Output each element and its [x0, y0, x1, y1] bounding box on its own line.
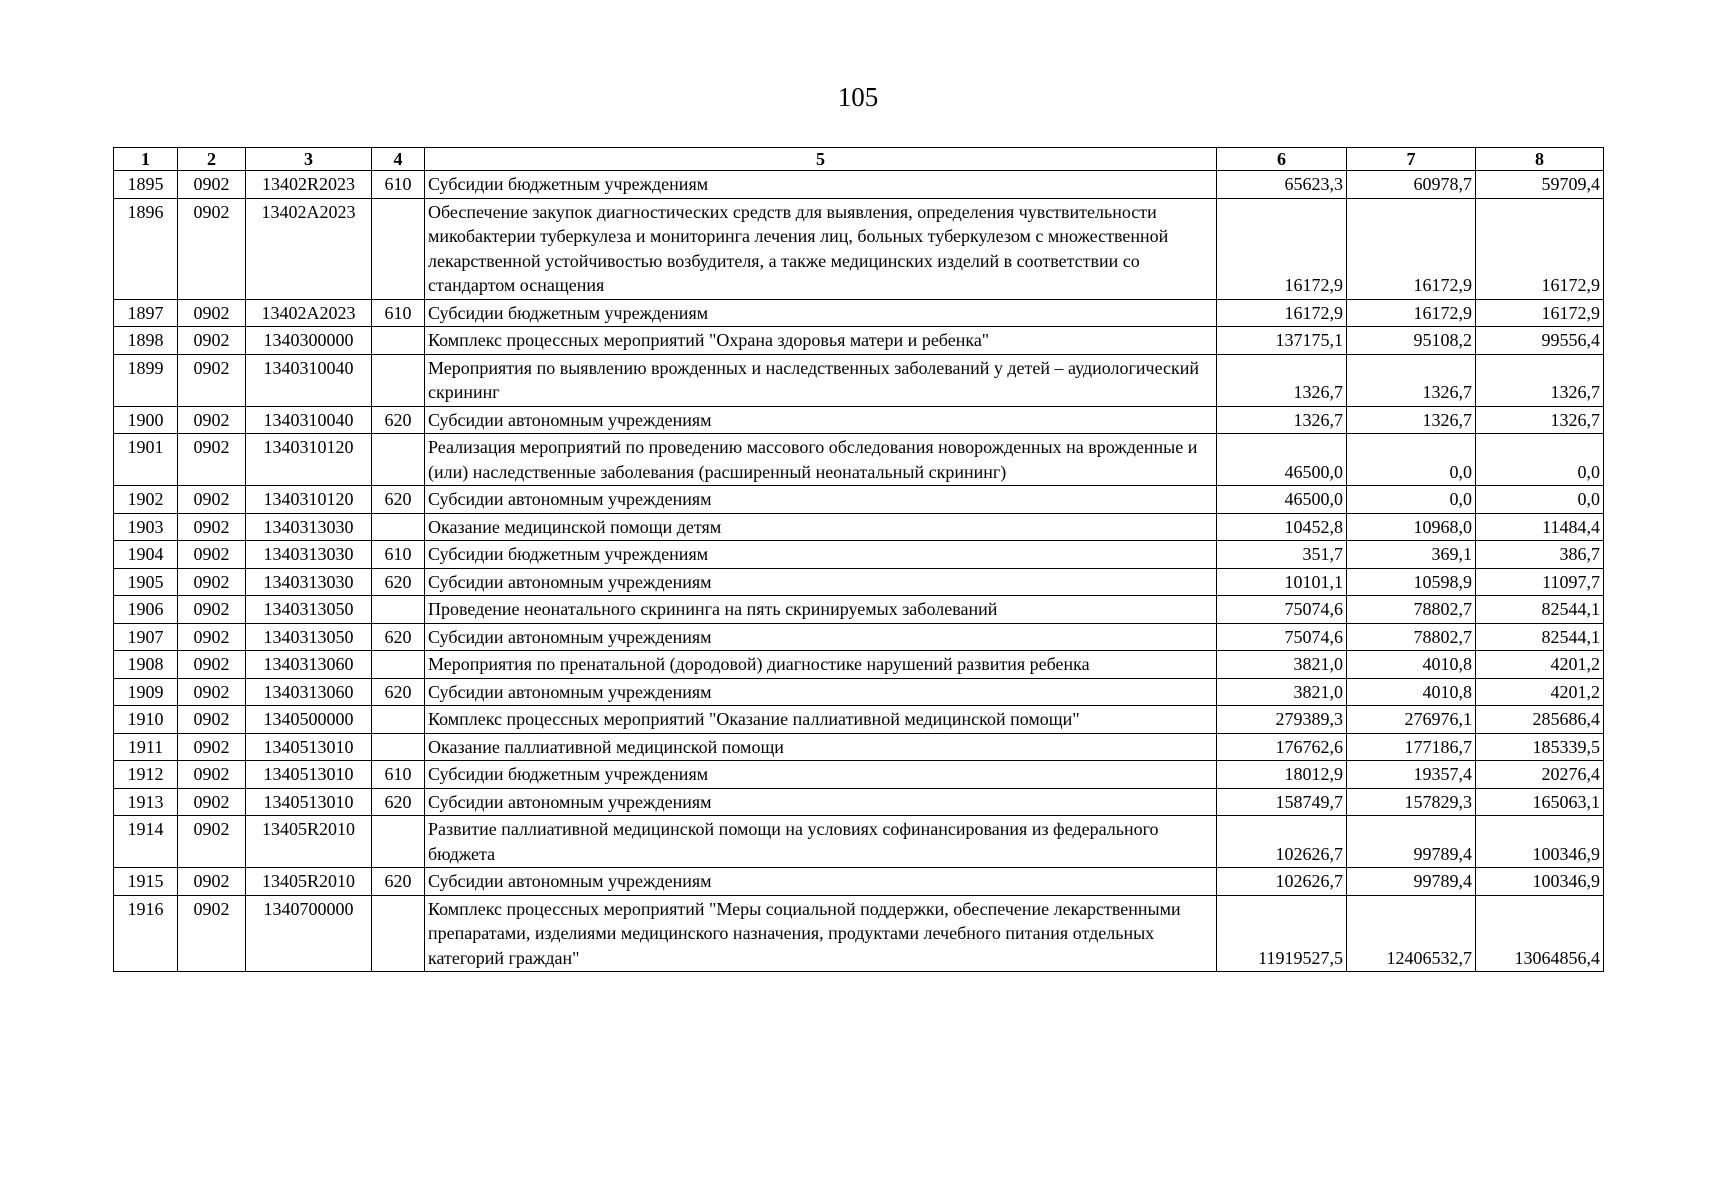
amount-cell: 95108,2 — [1347, 327, 1476, 355]
column-header: 6 — [1217, 148, 1347, 171]
amount-cell: 1326,7 — [1476, 406, 1604, 434]
expense-type-cell: 620 — [372, 486, 425, 514]
amount-cell: 1326,7 — [1347, 406, 1476, 434]
target-article-cell: 1340310040 — [246, 406, 372, 434]
amount-cell: 46500,0 — [1217, 486, 1347, 514]
table-row — [114, 623, 1604, 651]
description-cell: Субсидии автономным учреждениям — [425, 788, 1217, 816]
amount-cell: 4010,8 — [1347, 651, 1476, 679]
page-number: 105 — [837, 82, 879, 112]
amount-cell: 75074,6 — [1217, 596, 1347, 624]
expense-type-cell — [372, 327, 425, 355]
amount-cell: 176762,6 — [1217, 733, 1347, 761]
target-article-cell: 1340700000 — [246, 895, 372, 972]
amount-cell: 99789,4 — [1347, 816, 1476, 868]
description-cell: Оказание паллиативной медицинской помощи — [425, 733, 1217, 761]
row-number-cell: 1912 — [114, 761, 178, 789]
table-row — [114, 327, 1604, 355]
target-article-cell: 1340310120 — [246, 486, 372, 514]
section-code-cell: 0902 — [178, 513, 246, 541]
table-row — [114, 513, 1604, 541]
amount-cell: 16172,9 — [1476, 299, 1604, 327]
expense-type-cell: 620 — [372, 868, 425, 896]
table-row — [114, 733, 1604, 761]
amount-cell: 82544,1 — [1476, 596, 1604, 624]
expense-type-cell: 620 — [372, 623, 425, 651]
amount-cell: 16172,9 — [1347, 299, 1476, 327]
row-number-cell: 1902 — [114, 486, 178, 514]
description-cell: Мероприятия по пренатальной (дородовой) диагностике нарушений развития ребенка — [425, 651, 1217, 679]
row-number-cell: 1898 — [114, 327, 178, 355]
column-header: 2 — [178, 148, 246, 171]
description-cell: Комплекс процессных мероприятий "Оказание паллиативной медицинской помощи" — [425, 706, 1217, 734]
target-article-cell: 1340513010 — [246, 733, 372, 761]
description-cell: Мероприятия по выявлению врожденных и наследственных заболеваний у детей – аудиологический скрининг — [425, 354, 1217, 406]
target-article-cell: 1340313030 — [246, 541, 372, 569]
row-number-cell: 1899 — [114, 354, 178, 406]
row-number-cell: 1916 — [114, 895, 178, 972]
target-article-cell: 1340300000 — [246, 327, 372, 355]
table-row — [114, 895, 1604, 972]
column-header: 1 — [114, 148, 178, 171]
table-body — [114, 171, 1604, 972]
table-row — [114, 434, 1604, 486]
target-article-cell: 1340513010 — [246, 788, 372, 816]
section-code-cell: 0902 — [178, 596, 246, 624]
amount-cell: 60978,7 — [1347, 171, 1476, 199]
amount-cell: 82544,1 — [1476, 623, 1604, 651]
amount-cell: 18012,9 — [1217, 761, 1347, 789]
amount-cell: 99789,4 — [1347, 868, 1476, 896]
description-cell: Развитие паллиативной медицинской помощи на условиях софинансирования из федерального бюджета — [425, 816, 1217, 868]
amount-cell: 19357,4 — [1347, 761, 1476, 789]
column-header: 4 — [372, 148, 425, 171]
target-article-cell: 1340310120 — [246, 434, 372, 486]
amount-cell: 16172,9 — [1476, 198, 1604, 299]
target-article-cell: 13405R2010 — [246, 868, 372, 896]
expense-type-cell: 620 — [372, 568, 425, 596]
amount-cell: 78802,7 — [1347, 596, 1476, 624]
row-number-cell: 1900 — [114, 406, 178, 434]
amount-cell: 4010,8 — [1347, 678, 1476, 706]
amount-cell: 102626,7 — [1217, 868, 1347, 896]
amount-cell: 11919527,5 — [1217, 895, 1347, 972]
amount-cell: 165063,1 — [1476, 788, 1604, 816]
amount-cell: 386,7 — [1476, 541, 1604, 569]
amount-cell: 1326,7 — [1347, 354, 1476, 406]
table-row — [114, 788, 1604, 816]
target-article-cell: 13405R2010 — [246, 816, 372, 868]
budget-table — [113, 147, 1604, 972]
amount-cell: 13064856,4 — [1476, 895, 1604, 972]
description-cell: Реализация мероприятий по проведению массового обследования новорожденных на врожденные и (или) наследственные заболевания (расширенный неонатальный скрининг) — [425, 434, 1217, 486]
amount-cell: 16172,9 — [1217, 299, 1347, 327]
target-article-cell: 13402R2023 — [246, 171, 372, 199]
table-row — [114, 171, 1604, 199]
description-cell: Субсидии автономным учреждениям — [425, 406, 1217, 434]
expense-type-cell — [372, 651, 425, 679]
amount-cell: 16172,9 — [1347, 198, 1476, 299]
table-row — [114, 541, 1604, 569]
description-cell: Субсидии автономным учреждениям — [425, 678, 1217, 706]
table-row — [114, 651, 1604, 679]
section-code-cell: 0902 — [178, 171, 246, 199]
amount-cell: 285686,4 — [1476, 706, 1604, 734]
section-code-cell: 0902 — [178, 895, 246, 972]
column-header: 3 — [246, 148, 372, 171]
target-article-cell: 1340313050 — [246, 596, 372, 624]
amount-cell: 11097,7 — [1476, 568, 1604, 596]
expense-type-cell — [372, 354, 425, 406]
description-cell: Субсидии бюджетным учреждениям — [425, 761, 1217, 789]
expense-type-cell — [372, 596, 425, 624]
amount-cell: 4201,2 — [1476, 651, 1604, 679]
amount-cell: 279389,3 — [1217, 706, 1347, 734]
description-cell: Субсидии бюджетным учреждениям — [425, 299, 1217, 327]
amount-cell: 12406532,7 — [1347, 895, 1476, 972]
column-header: 8 — [1476, 148, 1604, 171]
amount-cell: 158749,7 — [1217, 788, 1347, 816]
row-number-cell: 1905 — [114, 568, 178, 596]
description-cell: Оказание медицинской помощи детям — [425, 513, 1217, 541]
row-number-cell: 1903 — [114, 513, 178, 541]
expense-type-cell — [372, 816, 425, 868]
row-number-cell: 1909 — [114, 678, 178, 706]
amount-cell: 10598,9 — [1347, 568, 1476, 596]
amount-cell: 3821,0 — [1217, 678, 1347, 706]
target-article-cell: 1340313030 — [246, 513, 372, 541]
amount-cell: 0,0 — [1476, 486, 1604, 514]
expense-type-cell — [372, 733, 425, 761]
section-code-cell: 0902 — [178, 706, 246, 734]
amount-cell: 185339,5 — [1476, 733, 1604, 761]
section-code-cell: 0902 — [178, 299, 246, 327]
expense-type-cell — [372, 895, 425, 972]
expense-type-cell: 620 — [372, 788, 425, 816]
expense-type-cell: 610 — [372, 761, 425, 789]
section-code-cell: 0902 — [178, 198, 246, 299]
table-row — [114, 406, 1604, 434]
target-article-cell: 1340310040 — [246, 354, 372, 406]
amount-cell: 102626,7 — [1217, 816, 1347, 868]
amount-cell: 351,7 — [1217, 541, 1347, 569]
amount-cell: 4201,2 — [1476, 678, 1604, 706]
amount-cell: 10101,1 — [1217, 568, 1347, 596]
description-cell: Субсидии автономным учреждениям — [425, 868, 1217, 896]
expense-type-cell — [372, 434, 425, 486]
amount-cell: 99556,4 — [1476, 327, 1604, 355]
amount-cell: 1326,7 — [1476, 354, 1604, 406]
table-row — [114, 816, 1604, 868]
table-row — [114, 706, 1604, 734]
target-article-cell: 1340513010 — [246, 761, 372, 789]
description-cell: Субсидии автономным учреждениям — [425, 623, 1217, 651]
amount-cell: 46500,0 — [1217, 434, 1347, 486]
expense-type-cell: 620 — [372, 406, 425, 434]
description-cell: Проведение неонатального скрининга на пять скринируемых заболеваний — [425, 596, 1217, 624]
amount-cell: 20276,4 — [1476, 761, 1604, 789]
expense-type-cell: 610 — [372, 299, 425, 327]
section-code-cell: 0902 — [178, 761, 246, 789]
expense-type-cell: 610 — [372, 171, 425, 199]
row-number-cell: 1910 — [114, 706, 178, 734]
section-code-cell: 0902 — [178, 568, 246, 596]
expense-type-cell: 610 — [372, 541, 425, 569]
table-row — [114, 486, 1604, 514]
amount-cell: 1326,7 — [1217, 354, 1347, 406]
target-article-cell: 13402A2023 — [246, 198, 372, 299]
amount-cell: 369,1 — [1347, 541, 1476, 569]
table-row — [114, 596, 1604, 624]
row-number-cell: 1901 — [114, 434, 178, 486]
section-code-cell: 0902 — [178, 788, 246, 816]
amount-cell: 11484,4 — [1476, 513, 1604, 541]
amount-cell: 65623,3 — [1217, 171, 1347, 199]
target-article-cell: 1340500000 — [246, 706, 372, 734]
section-code-cell: 0902 — [178, 486, 246, 514]
section-code-cell: 0902 — [178, 651, 246, 679]
amount-cell: 78802,7 — [1347, 623, 1476, 651]
row-number-cell: 1904 — [114, 541, 178, 569]
amount-cell: 276976,1 — [1347, 706, 1476, 734]
row-number-cell: 1895 — [114, 171, 178, 199]
expense-type-cell — [372, 513, 425, 541]
section-code-cell: 0902 — [178, 541, 246, 569]
target-article-cell: 1340313060 — [246, 651, 372, 679]
section-code-cell: 0902 — [178, 816, 246, 868]
row-number-cell: 1914 — [114, 816, 178, 868]
amount-cell: 3821,0 — [1217, 651, 1347, 679]
row-number-cell: 1915 — [114, 868, 178, 896]
amount-cell: 10452,8 — [1217, 513, 1347, 541]
row-number-cell: 1908 — [114, 651, 178, 679]
table-row — [114, 761, 1604, 789]
table-row — [114, 198, 1604, 299]
amount-cell: 100346,9 — [1476, 868, 1604, 896]
expense-type-cell — [372, 706, 425, 734]
amount-cell: 100346,9 — [1476, 816, 1604, 868]
amount-cell: 0,0 — [1476, 434, 1604, 486]
description-cell: Субсидии бюджетным учреждениям — [425, 541, 1217, 569]
header-row — [114, 148, 1604, 171]
column-header: 5 — [425, 148, 1217, 171]
target-article-cell: 1340313030 — [246, 568, 372, 596]
row-number-cell: 1896 — [114, 198, 178, 299]
amount-cell: 10968,0 — [1347, 513, 1476, 541]
row-number-cell: 1906 — [114, 596, 178, 624]
description-cell: Обеспечение закупок диагностических средств для выявления, определения чувствительности микобактерии туберкулеза и мониторинга лечения лиц, больных туберкулезом с множественной лекарственной устойчивостью возбудителя, а также медицинских изделий в соответствии со стандартом оснащения — [425, 198, 1217, 299]
column-header: 7 — [1347, 148, 1476, 171]
section-code-cell: 0902 — [178, 623, 246, 651]
expense-type-cell: 620 — [372, 678, 425, 706]
description-cell: Субсидии автономным учреждениям — [425, 568, 1217, 596]
amount-cell: 177186,7 — [1347, 733, 1476, 761]
amount-cell: 1326,7 — [1217, 406, 1347, 434]
section-code-cell: 0902 — [178, 868, 246, 896]
description-cell: Комплекс процессных мероприятий "Охрана здоровья матери и ребенка" — [425, 327, 1217, 355]
section-code-cell: 0902 — [178, 678, 246, 706]
table-row — [114, 568, 1604, 596]
amount-cell: 157829,3 — [1347, 788, 1476, 816]
description-cell: Субсидии автономным учреждениям — [425, 486, 1217, 514]
table-row — [114, 868, 1604, 896]
description-cell: Комплекс процессных мероприятий "Меры социальной поддержки, обеспечение лекарственными препаратами, изделиями медицинского назначения, продуктами лечебного питания отдельных категорий граждан" — [425, 895, 1217, 972]
amount-cell: 16172,9 — [1217, 198, 1347, 299]
table-row — [114, 299, 1604, 327]
row-number-cell: 1907 — [114, 623, 178, 651]
target-article-cell: 13402A2023 — [246, 299, 372, 327]
target-article-cell: 1340313050 — [246, 623, 372, 651]
table-row — [114, 678, 1604, 706]
expense-type-cell — [372, 198, 425, 299]
amount-cell: 137175,1 — [1217, 327, 1347, 355]
amount-cell: 75074,6 — [1217, 623, 1347, 651]
row-number-cell: 1911 — [114, 733, 178, 761]
row-number-cell: 1897 — [114, 299, 178, 327]
target-article-cell: 1340313060 — [246, 678, 372, 706]
section-code-cell: 0902 — [178, 406, 246, 434]
table-row — [114, 354, 1604, 406]
amount-cell: 59709,4 — [1476, 171, 1604, 199]
description-cell: Субсидии бюджетным учреждениям — [425, 171, 1217, 199]
row-number-cell: 1913 — [114, 788, 178, 816]
amount-cell: 0,0 — [1347, 486, 1476, 514]
section-code-cell: 0902 — [178, 434, 246, 486]
section-code-cell: 0902 — [178, 354, 246, 406]
section-code-cell: 0902 — [178, 733, 246, 761]
amount-cell: 0,0 — [1347, 434, 1476, 486]
section-code-cell: 0902 — [178, 327, 246, 355]
